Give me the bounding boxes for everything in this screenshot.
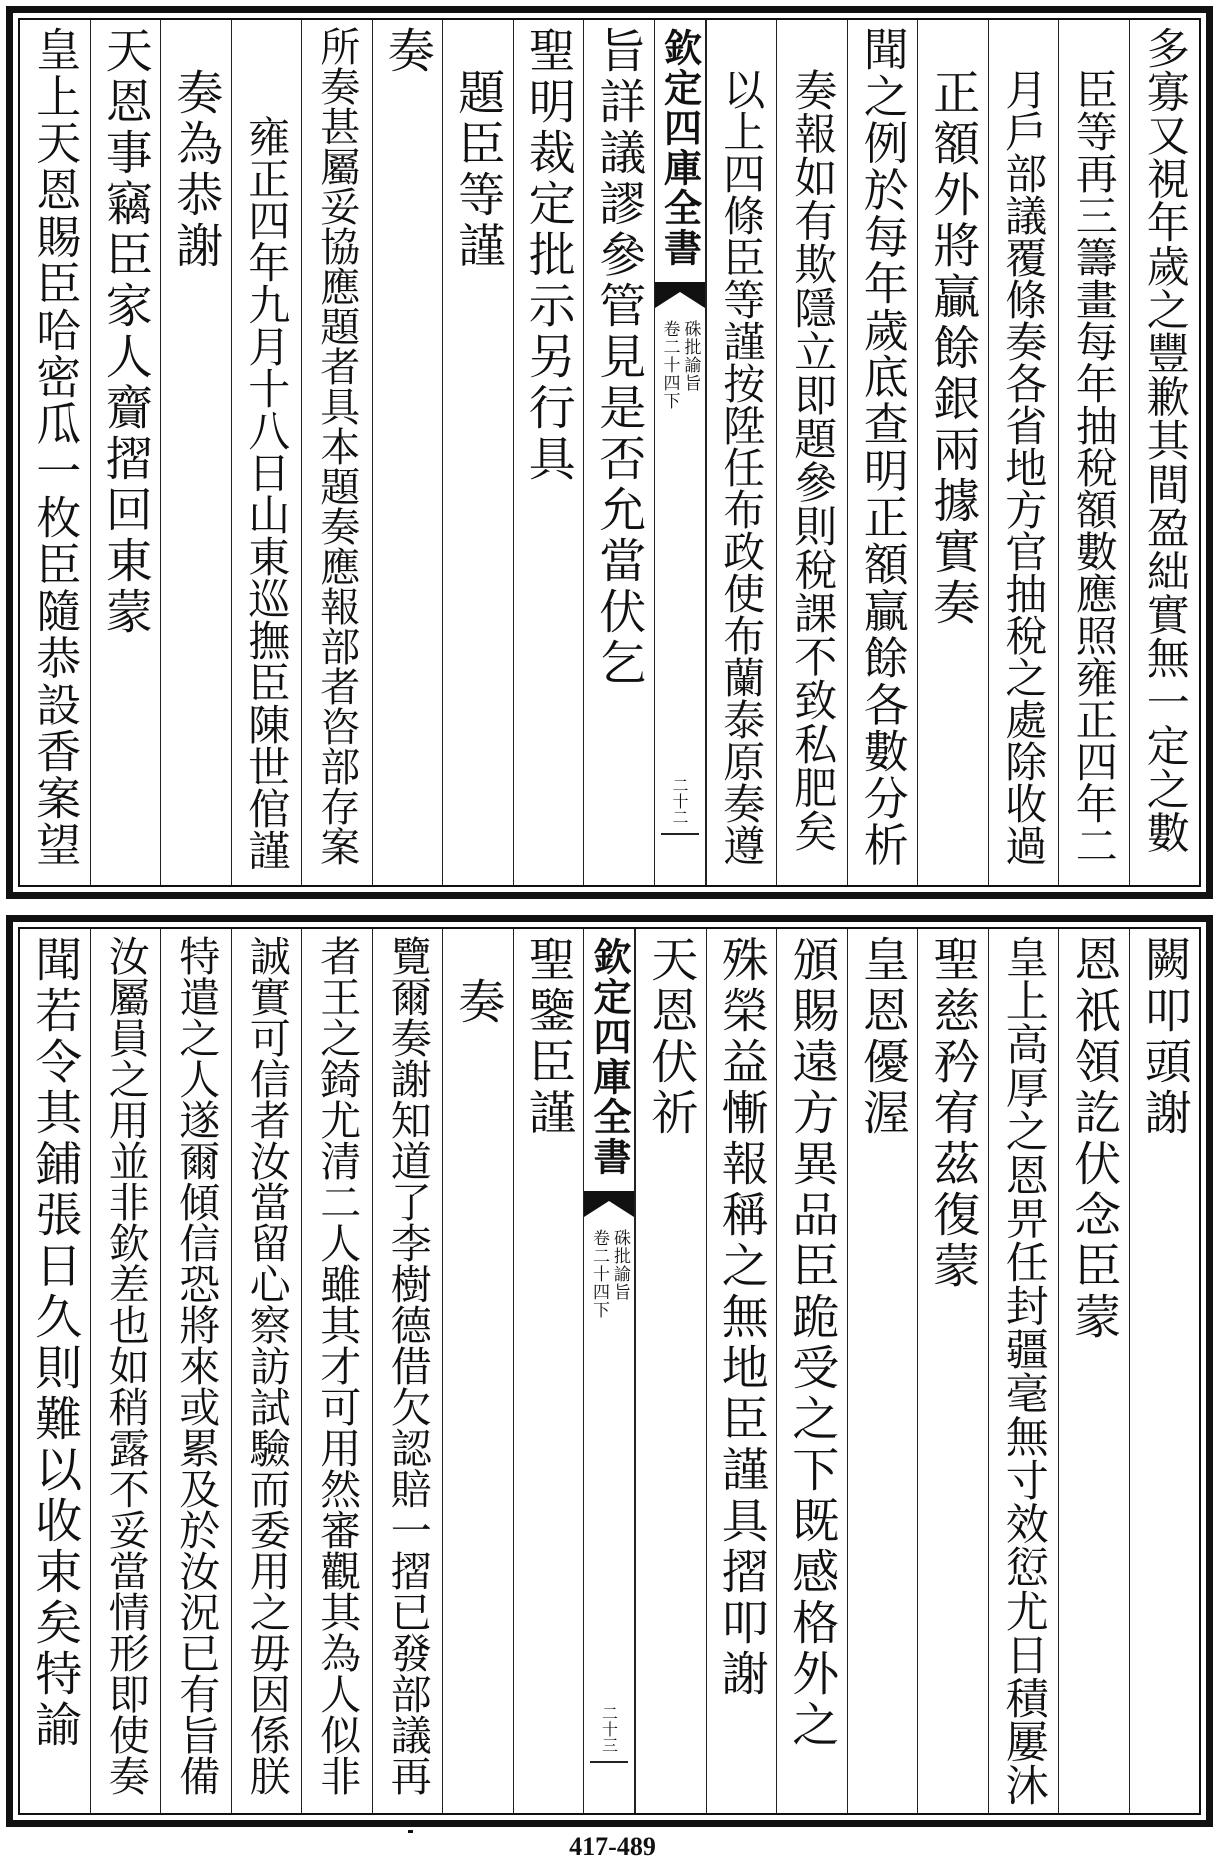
text-column bbox=[1058, 20, 1129, 885]
column-text: 月戶部議覆條奏各省地方官抽稅之處除收過 bbox=[999, 68, 1049, 866]
column-text: 汝屬員之用並非欽差也如稍露不妥當情形即使奏 bbox=[101, 935, 150, 1796]
column-text: 恩祇領訖伏念臣蒙 bbox=[1066, 935, 1122, 1343]
book-title: 欽定四庫全書 bbox=[657, 28, 703, 268]
center-fold-column bbox=[654, 20, 706, 885]
text-column bbox=[635, 929, 706, 1813]
bottom-columns bbox=[20, 929, 1199, 1813]
column-text: 殊榮益慚報稱之無地臣謹具摺叩謝 bbox=[713, 935, 769, 1700]
column-text: 以上四條臣等謹按陞任布政使布蘭泰原奏遵 bbox=[717, 68, 767, 866]
bottom-page-panel bbox=[6, 915, 1213, 1827]
text-column bbox=[442, 929, 513, 1813]
text-column bbox=[988, 929, 1059, 1813]
column-text: 所奏甚屬妥協應題者具本題奏應報部者咨部存案 bbox=[313, 26, 360, 866]
column-text: 奏 bbox=[450, 977, 506, 1028]
text-column bbox=[160, 20, 231, 885]
chapter-label-line: 硃批諭旨 bbox=[680, 320, 701, 392]
column-text: 雍正四年九月十八日山東巡撫臣陳世倌謹 bbox=[242, 115, 292, 871]
text-column bbox=[988, 20, 1059, 885]
center-fold-column bbox=[583, 929, 635, 1813]
text-column bbox=[20, 929, 90, 1813]
column-text: 臣等再三籌畫每年抽稅額數應照雍正四年二 bbox=[1069, 68, 1119, 866]
text-column bbox=[706, 20, 777, 885]
chapter-label-line: 卷二十四下 bbox=[659, 320, 680, 410]
text-column bbox=[776, 20, 847, 885]
chapter-label-line: 卷二十四下 bbox=[589, 1229, 609, 1319]
chapter-label-line: 硃批諭旨 bbox=[610, 1229, 630, 1301]
text-column bbox=[847, 929, 918, 1813]
text-column bbox=[20, 20, 90, 885]
top-page-panel bbox=[6, 6, 1213, 899]
column-text: 闕叩頭謝 bbox=[1136, 935, 1192, 1139]
column-text: 旨詳議謬參管見是否允當伏乞 bbox=[591, 26, 647, 689]
column-text: 誠實可信者汝當留心察訪試驗而委用之毋因係朕 bbox=[242, 935, 291, 1796]
text-column bbox=[90, 929, 161, 1813]
column-text: 聞若令其鋪張日久則難以收束矣特諭 bbox=[27, 935, 83, 1751]
text-column bbox=[372, 20, 443, 885]
folio-number: 二十三 bbox=[599, 1705, 619, 1753]
text-column bbox=[372, 929, 443, 1813]
text-column bbox=[1129, 929, 1200, 1813]
folio-number: 二十二 bbox=[670, 777, 689, 825]
folio-rule bbox=[590, 1761, 628, 1763]
column-text: 題臣等謹 bbox=[450, 68, 506, 272]
column-text: 覽爾奏謝知道了李樹德借欠認賠一摺已發部議再 bbox=[383, 935, 432, 1796]
book-title: 欽定四庫全書 bbox=[587, 937, 632, 1177]
column-text: 皇上天恩賜臣哈密瓜一枚臣隨恭設香案望 bbox=[28, 26, 82, 869]
column-text: 聖慈矜宥茲復蒙 bbox=[925, 935, 981, 1292]
top-columns bbox=[20, 20, 1199, 885]
text-column bbox=[1058, 929, 1129, 1813]
column-text: 多寡又視年歲之豐歉其間盈絀實無一定之數 bbox=[1139, 26, 1190, 855]
text-column bbox=[301, 20, 372, 885]
text-column bbox=[301, 929, 372, 1813]
fish-tail-ornament bbox=[584, 1191, 634, 1217]
text-column bbox=[231, 929, 302, 1813]
column-text: 皇上高厚之恩畀任封疆毫無寸效愆尤日積屢沐 bbox=[998, 935, 1049, 1807]
column-text: 奏報如有欺隱立即題參則稅課不致私肥矣 bbox=[787, 68, 838, 853]
text-column bbox=[706, 929, 777, 1813]
column-text: 奏為恭謝 bbox=[168, 68, 224, 272]
chapter-label bbox=[584, 1229, 634, 1319]
column-text: 頒賜遠方異品臣跪受之下既感格外之 bbox=[784, 935, 840, 1751]
folio-rule bbox=[661, 833, 699, 835]
page-footer-number: 417-489 bbox=[569, 1832, 656, 1861]
text-column bbox=[442, 20, 513, 885]
chapter-label bbox=[655, 320, 705, 410]
column-text: 聞之例於每年歲底查明正額贏餘各數分析 bbox=[855, 26, 909, 869]
text-column bbox=[231, 20, 302, 885]
text-column bbox=[847, 20, 918, 885]
text-column bbox=[1129, 20, 1200, 885]
column-text: 正額外將贏餘銀兩據實奏 bbox=[925, 68, 981, 629]
column-text: 奏 bbox=[379, 26, 435, 77]
text-column bbox=[513, 929, 584, 1813]
fish-tail-ornament bbox=[655, 282, 705, 308]
text-column bbox=[160, 929, 231, 1813]
column-text: 聖明裁定批示另行具 bbox=[520, 26, 576, 485]
text-column bbox=[776, 929, 847, 1813]
text-column bbox=[513, 20, 584, 885]
text-column bbox=[917, 929, 988, 1813]
text-column bbox=[583, 20, 654, 885]
text-column bbox=[90, 20, 161, 885]
column-text: 天恩事竊臣家人齎摺回東蒙 bbox=[97, 26, 153, 638]
column-text: 聖鑒臣謹 bbox=[520, 935, 576, 1139]
column-text: 者王之錡尤清二人雖其才可用然審觀其為人似非 bbox=[313, 935, 362, 1796]
column-text: 天恩伏祈 bbox=[643, 935, 699, 1139]
column-text: 皇恩優渥 bbox=[854, 935, 910, 1139]
text-column bbox=[917, 20, 988, 885]
column-text: 特遣之人遂爾傾信恐將來或累及於汝況已有旨備 bbox=[172, 935, 221, 1796]
